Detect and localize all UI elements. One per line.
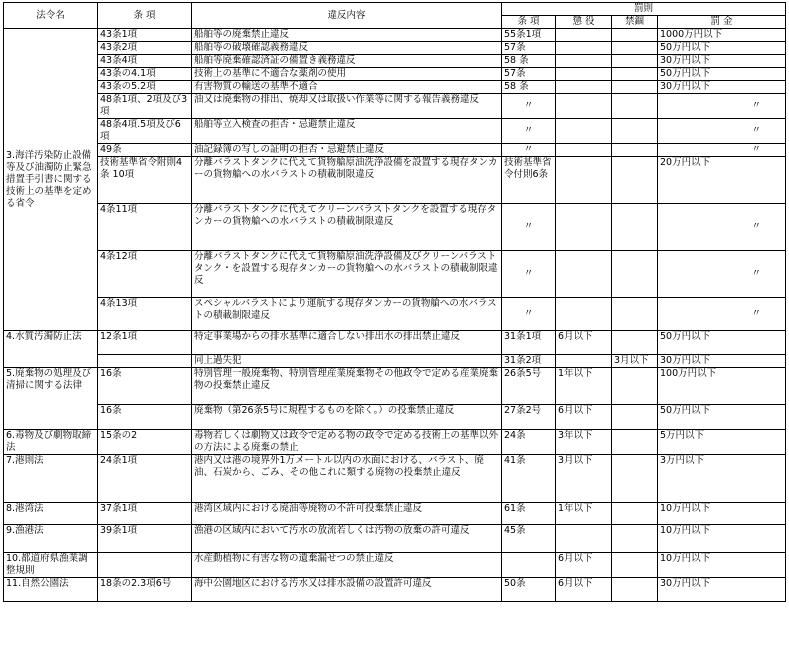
- imprisonment-cell: 6月以下: [556, 331, 612, 355]
- penalty-article-cell: 〃: [502, 144, 556, 157]
- violation-cell: 水産動植物に有害な物の遺棄漏せつの禁止違反: [192, 553, 502, 578]
- header-fine: 罰 金: [658, 16, 786, 29]
- article-cell: 37条1項: [98, 503, 192, 525]
- fine-cell: 〃: [658, 251, 786, 298]
- table-row: [4, 68, 786, 81]
- table-row: [4, 55, 786, 68]
- penalty-article-cell: 31条2項: [502, 355, 556, 368]
- fine-cell: 50万円以下: [658, 42, 786, 55]
- article-cell: 24条1項: [98, 455, 192, 503]
- confinement-cell: [612, 55, 658, 68]
- penalty-article-cell: 58 条: [502, 55, 556, 68]
- fine-cell: 10万円以下: [658, 525, 786, 553]
- article-cell: 12条1項: [98, 331, 192, 355]
- confinement-cell: [612, 42, 658, 55]
- violation-cell: スペシャルバラストにより運航する現存タンカーの貨物艙への水バラストの積載制限違反: [192, 298, 502, 331]
- confinement-cell: [612, 553, 658, 578]
- imprisonment-cell: 3年以下: [556, 430, 612, 455]
- article-cell: 4条12項: [98, 251, 192, 298]
- confinement-cell: 3月以下: [612, 355, 658, 368]
- penalty-article-cell: 24条: [502, 430, 556, 455]
- fine-cell: 〃: [658, 144, 786, 157]
- table-row: [4, 42, 786, 55]
- violation-cell: 特別管理一般廃棄物、特別管理産業廃棄物その他政令で定める産業廃棄物の投棄禁止違反: [192, 368, 502, 405]
- imprisonment-cell: [556, 298, 612, 331]
- fine-cell: 100万円以下: [658, 368, 786, 405]
- law-name-cell: 3.海洋汚染防止設備等及び油濁防止緊急措置手引書に関する技術上の基準を定める省令: [4, 29, 98, 331]
- penalty-article-cell: 技術基準省令付則6条: [502, 157, 556, 204]
- penalty-article-cell: 57条: [502, 42, 556, 55]
- confinement-cell: [612, 68, 658, 81]
- table-row: [4, 144, 786, 157]
- article-cell: 43条の4.1項: [98, 68, 192, 81]
- violation-cell: 特定事業場からの排水基準に適合しない排出水の排出禁止違反: [192, 331, 502, 355]
- law-name-cell: 5.廃棄物の処理及び清掃に関する法律: [4, 368, 98, 430]
- violation-cell: 分離バラストタンクに代えてクリーンバラストタンクを設置する現存タンカーの貨物艙への水バラストの積載制限違反: [192, 204, 502, 251]
- article-cell: 16条: [98, 405, 192, 430]
- imprisonment-cell: 1年以下: [556, 503, 612, 525]
- table-row: [4, 331, 786, 355]
- confinement-cell: [612, 81, 658, 94]
- violation-cell: 漁港の区域内において汚水の放流若しくは汚物の放棄の許可違反: [192, 525, 502, 553]
- table-row: [4, 578, 786, 602]
- article-cell: 16条: [98, 368, 192, 405]
- table-row: [4, 355, 786, 368]
- violation-cell: 油記録簿の写しの証明の拒否・忌避禁止違反: [192, 144, 502, 157]
- imprisonment-cell: 3月以下: [556, 455, 612, 503]
- article-cell: 43条2項: [98, 42, 192, 55]
- confinement-cell: [612, 94, 658, 119]
- article-cell: 技術基準省令附則4条 10項: [98, 157, 192, 204]
- confinement-cell: [612, 157, 658, 204]
- fine-cell: 10万円以下: [658, 503, 786, 525]
- table-row: [4, 298, 786, 331]
- confinement-cell: [612, 29, 658, 42]
- table-row: [4, 553, 786, 578]
- imprisonment-cell: [556, 525, 612, 553]
- table-row: [4, 157, 786, 204]
- imprisonment-cell: [556, 157, 612, 204]
- penalty-article-cell: 〃: [502, 298, 556, 331]
- violation-cell: 船舶等の廃棄禁止違反: [192, 29, 502, 42]
- imprisonment-cell: [556, 68, 612, 81]
- fine-cell: 1000万円以下: [658, 29, 786, 42]
- violation-cell: 船舶等の破壊確認義務違反: [192, 42, 502, 55]
- fine-cell: 〃: [658, 94, 786, 119]
- table-row: [4, 405, 786, 430]
- confinement-cell: [612, 405, 658, 430]
- article-cell: 18条の2.3項6号: [98, 578, 192, 602]
- fine-cell: 〃: [658, 204, 786, 251]
- imprisonment-cell: [556, 94, 612, 119]
- article-cell: 43条の5.2項: [98, 81, 192, 94]
- article-cell: 39条1項: [98, 525, 192, 553]
- imprisonment-cell: [556, 81, 612, 94]
- confinement-cell: [612, 251, 658, 298]
- imprisonment-cell: [556, 144, 612, 157]
- fine-cell: 30万円以下: [658, 355, 786, 368]
- confinement-cell: [612, 578, 658, 602]
- violation-cell: 技術上の基準に不適合な薬剤の使用: [192, 68, 502, 81]
- penalty-article-cell: 27条2号: [502, 405, 556, 430]
- confinement-cell: [612, 119, 658, 144]
- imprisonment-cell: [556, 355, 612, 368]
- penalty-article-cell: [502, 553, 556, 578]
- law-name-cell: 7.港則法: [4, 455, 98, 503]
- fine-cell: 30万円以下: [658, 55, 786, 68]
- fine-cell: 3万円以下: [658, 455, 786, 503]
- penalty-article-cell: 55条1項: [502, 29, 556, 42]
- imprisonment-cell: [556, 29, 612, 42]
- article-cell: 15条の2: [98, 430, 192, 455]
- penalty-article-cell: 〃: [502, 251, 556, 298]
- fine-cell: 50万円以下: [658, 68, 786, 81]
- violation-cell: 同上過失犯: [192, 355, 502, 368]
- penalty-article-cell: 26条5号: [502, 368, 556, 405]
- imprisonment-cell: [556, 204, 612, 251]
- imprisonment-cell: [556, 251, 612, 298]
- confinement-cell: [612, 455, 658, 503]
- law-name-cell: 6.毒物及び劇物取締法: [4, 430, 98, 455]
- law-name-cell: 11.自然公園法: [4, 578, 98, 602]
- penalty-article-cell: 57条: [502, 68, 556, 81]
- table-row: [4, 525, 786, 553]
- article-cell: 43条1項: [98, 29, 192, 42]
- fine-cell: 〃: [658, 298, 786, 331]
- penalty-article-cell: 〃: [502, 204, 556, 251]
- penalty-article-cell: 41条: [502, 455, 556, 503]
- fine-cell: 〃: [658, 119, 786, 144]
- law-name-cell: 4.水質汚濁防止法: [4, 331, 98, 368]
- penalty-article-cell: 〃: [502, 119, 556, 144]
- confinement-cell: [612, 525, 658, 553]
- fine-cell: 50万円以下: [658, 331, 786, 355]
- imprisonment-cell: [556, 119, 612, 144]
- violation-cell: 毒物若しくは劇物又は政令で定める物の政令で定める技術上の基準以外の方法による廃棄の禁止: [192, 430, 502, 455]
- penalty-article-cell: 50条: [502, 578, 556, 602]
- imprisonment-cell: 6月以下: [556, 553, 612, 578]
- fine-cell: 30万円以下: [658, 578, 786, 602]
- violation-cell: 海中公園地区における汚水又は排水設備の設置許可違反: [192, 578, 502, 602]
- penalty-article-cell: 58 条: [502, 81, 556, 94]
- article-cell: 43条4項: [98, 55, 192, 68]
- article-cell: [98, 355, 192, 368]
- header-imprisonment: 懲 役: [556, 16, 612, 29]
- fine-cell: 10万円以下: [658, 553, 786, 578]
- article-cell: 48条1項、2項及び3項: [98, 94, 192, 119]
- violation-cell: 有害物質の輸送の基準不適合: [192, 81, 502, 94]
- violation-cell: 港内又は港の境界外1万メートル以内の水面における、バラスト、廃油、石炭から、ごみ、その他これに類する廃物の投棄禁止違反: [192, 455, 502, 503]
- header-article: 条 項: [98, 3, 192, 29]
- table-row: [4, 119, 786, 144]
- table-row: [4, 368, 786, 405]
- fine-cell: 20万円以下: [658, 157, 786, 204]
- fine-cell: 50万円以下: [658, 405, 786, 430]
- header-penalty-article: 条 項: [502, 16, 556, 29]
- violation-cell: 油又は廃棄物の排出、焼却又は取扱い作業等に関する報告義務違反: [192, 94, 502, 119]
- confinement-cell: [612, 503, 658, 525]
- header-violation: 違反内容: [192, 3, 502, 29]
- header-confinement: 禁錮: [612, 16, 658, 29]
- fine-cell: 30万円以下: [658, 81, 786, 94]
- table-row: [4, 503, 786, 525]
- law-name-cell: 8.港湾法: [4, 503, 98, 525]
- violation-cell: 港湾区域内における廃油等廃物の不許可投棄禁止違反: [192, 503, 502, 525]
- violation-cell: 廃棄物（第26条5号に規程するものを除く。）の投棄禁止違反: [192, 405, 502, 430]
- confinement-cell: [612, 144, 658, 157]
- table-row: [4, 430, 786, 455]
- table-row: [4, 204, 786, 251]
- penalty-article-cell: 61条: [502, 503, 556, 525]
- confinement-cell: [612, 204, 658, 251]
- table-row: [4, 29, 786, 42]
- confinement-cell: [612, 331, 658, 355]
- article-cell: 4条11項: [98, 204, 192, 251]
- imprisonment-cell: [556, 55, 612, 68]
- confinement-cell: [612, 430, 658, 455]
- violation-cell: 分離バラストタンクに代えて貨物艙原油洗浄設備及びクリーンバラストタンク・を設置する現存タンカーの貨物艙への水バラストの積載制限違反: [192, 251, 502, 298]
- table-row: [4, 94, 786, 119]
- header-law-name: 法令名: [4, 3, 98, 29]
- imprisonment-cell: 6月以下: [556, 578, 612, 602]
- article-cell: 4条13項: [98, 298, 192, 331]
- penalty-article-cell: 〃: [502, 94, 556, 119]
- penalty-article-cell: 31条1項: [502, 331, 556, 355]
- penalty-article-cell: 45条: [502, 525, 556, 553]
- table-row: [4, 81, 786, 94]
- law-name-cell: 9.漁港法: [4, 525, 98, 553]
- violation-cell: 分離バラストタンクに代えて貨物艙原油洗浄設備を設置する現存タンカーの貨物艙への水バラストの積載制限違反: [192, 157, 502, 204]
- table-row: [4, 455, 786, 503]
- violation-cell: 船舶等廃棄確認済証の備置き義務違反: [192, 55, 502, 68]
- article-cell: [98, 553, 192, 578]
- header-penalty: 罰則: [502, 3, 786, 16]
- table-row: [4, 251, 786, 298]
- imprisonment-cell: 6月以下: [556, 405, 612, 430]
- fine-cell: 5万円以下: [658, 430, 786, 455]
- imprisonment-cell: [556, 42, 612, 55]
- penalty-table: [3, 2, 786, 602]
- confinement-cell: [612, 298, 658, 331]
- article-cell: 48条4項.5項及び6項: [98, 119, 192, 144]
- imprisonment-cell: 1年以下: [556, 368, 612, 405]
- article-cell: 49条: [98, 144, 192, 157]
- law-name-cell: 10.都道府県漁業調整規則: [4, 553, 98, 578]
- violation-cell: 船舶等立入検査の拒否・忌避禁止違反: [192, 119, 502, 144]
- confinement-cell: [612, 368, 658, 405]
